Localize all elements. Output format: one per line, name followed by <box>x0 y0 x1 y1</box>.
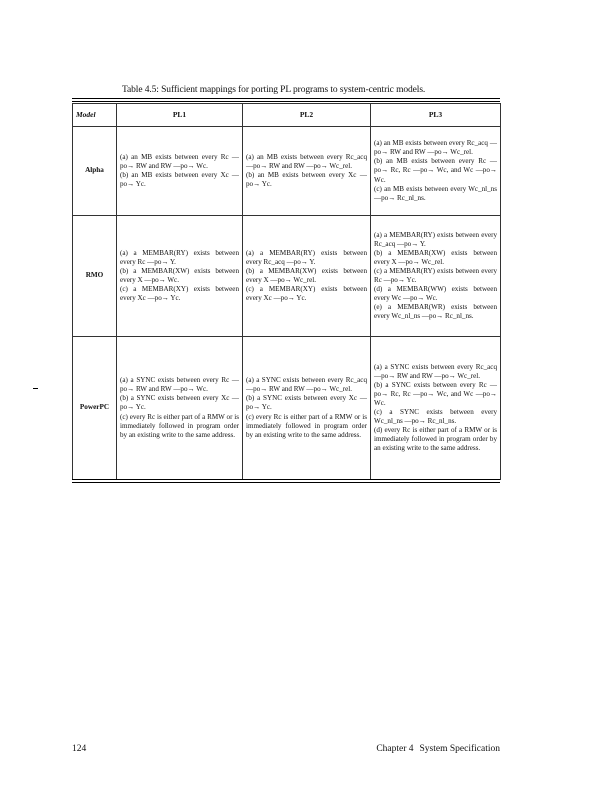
page-number: 124 <box>72 744 87 754</box>
margin-mark <box>33 388 38 389</box>
cell-line: (c) a MEMBAR(RY) exists between every Rc —po→ Yc. <box>374 266 497 284</box>
cell-line: (c) a MEMBAR(XY) exists between every Xc —po→ Yc. <box>246 285 367 303</box>
cell-alpha-pl3 <box>371 127 501 216</box>
cell-line: (b) a SYNC exists between every Xc —po→ Yc. <box>120 394 239 412</box>
cell-rmo-pl3 <box>371 216 501 337</box>
cell-line: (a) an MB exists between every Rc_acq —po→ RW and RW —po→ Wc_rel. <box>374 139 497 157</box>
running-footer <box>376 744 500 754</box>
cell-line: (e) a MEMBAR(WR) exists between every Wc_nl_ns —po→ Rc_nl_ns. <box>374 303 497 321</box>
table-top-rule-inner <box>72 101 500 102</box>
table-header-row <box>73 104 501 127</box>
table-bottom-rule-outer <box>72 482 500 483</box>
cell-line: (a) a MEMBAR(RY) exists between every Rc_acq —po→ Y. <box>246 248 367 266</box>
cell-powerpc-pl1 <box>117 337 243 480</box>
model-powerpc: PowerPC <box>73 337 117 480</box>
table-bottom-rule <box>72 479 500 480</box>
cell-line: (a) a SYNC exists between every Rc —po→ RW and RW —po→ Wc. <box>120 376 239 394</box>
cell-line: (b) a MEMBAR(XW) exists between every X —po→ Wc. <box>120 266 239 284</box>
table-row <box>73 337 501 480</box>
cell-line: (b) an MB exists between every Xc —po→ Yc. <box>120 171 239 189</box>
cell-line: (d) a MEMBAR(WW) exists between every Wc —po→ Wc. <box>374 285 497 303</box>
cell-line: (b) an MB exists between every Rc —po→ Rc, Rc —po→ Wc, and Wc —po→ Wc. <box>374 157 497 184</box>
cell-line: (a) a MEMBAR(RY) exists between every Rc —po→ Y. <box>120 248 239 266</box>
cell-powerpc-pl2 <box>243 337 371 480</box>
cell-line: (c) a MEMBAR(XY) exists between every Xc —po→ Yc. <box>120 285 239 303</box>
cell-line: (c) every Rc is either part of a RMW or is immediately followed in program order by an existing write to the same address. <box>120 412 239 439</box>
cell-line: (a) a SYNC exists between every Rc_acq —po→ RW and RW —po→ Wc_rel. <box>374 362 497 380</box>
table-row <box>73 216 501 337</box>
cell-line: (a) a MEMBAR(RY) exists between every Rc_acq —po→ Y. <box>374 230 497 248</box>
cell-line: (b) a SYNC exists between every Xc —po→ Yc. <box>246 394 367 412</box>
cell-powerpc-pl3 <box>371 337 501 480</box>
cell-line: (c) an MB exists between every Wc_nl_ns —po→ Rc_nl_ns. <box>374 184 497 202</box>
header-pl1: PL1 <box>117 104 243 127</box>
cell-rmo-pl1 <box>117 216 243 337</box>
model-alpha: Alpha <box>73 127 117 216</box>
cell-alpha-pl2 <box>243 127 371 216</box>
cell-line: (a) an MB exists between every Rc_acq —po→ RW and RW —po→ Wc_rel. <box>246 152 367 170</box>
cell-line: (d) every Rc is either part of a RMW or is immediately followed in program order by an existing write to the same address. <box>374 426 497 453</box>
table-caption: Table 4.5: Sufficient mappings for porting PL programs to system-centric models. <box>122 85 426 95</box>
cell-line: (c) a SYNC exists between every Wc_nl_ns —po→ Rc_nl_ns. <box>374 408 497 426</box>
cell-line: (b) a MEMBAR(XW) exists between every X —po→ Wc_rel. <box>246 266 367 284</box>
cell-alpha-pl1 <box>117 127 243 216</box>
cell-line: (a) a SYNC exists between every Rc_acq —po→ RW and RW —po→ Wc_rel. <box>246 376 367 394</box>
model-rmo: RMO <box>73 216 117 337</box>
mapping-table <box>72 103 501 480</box>
cell-line: (b) a MEMBAR(XW) exists between every X —po→ Wc_rel. <box>374 248 497 266</box>
header-pl2: PL2 <box>243 104 371 127</box>
table-top-rule <box>72 98 500 99</box>
cell-line: (a) an MB exists between every Rc —po→ RW and RW —po→ Wc. <box>120 152 239 170</box>
cell-line: (b) a SYNC exists between every Rc —po→ Rc, Rc —po→ Wc, and Wc —po→ Wc. <box>374 380 497 407</box>
chapter-label: Chapter 4 <box>376 744 414 754</box>
cell-line: (b) an MB exists between every Xc —po→ Yc. <box>246 171 367 189</box>
header-model: Model <box>73 104 117 127</box>
section-label: System Specification <box>419 744 500 754</box>
table-row <box>73 127 501 216</box>
header-pl3: PL3 <box>371 104 501 127</box>
cell-line: (c) every Rc is either part of a RMW or is immediately followed in program order by an existing write to the same address. <box>246 412 367 439</box>
cell-rmo-pl2 <box>243 216 371 337</box>
